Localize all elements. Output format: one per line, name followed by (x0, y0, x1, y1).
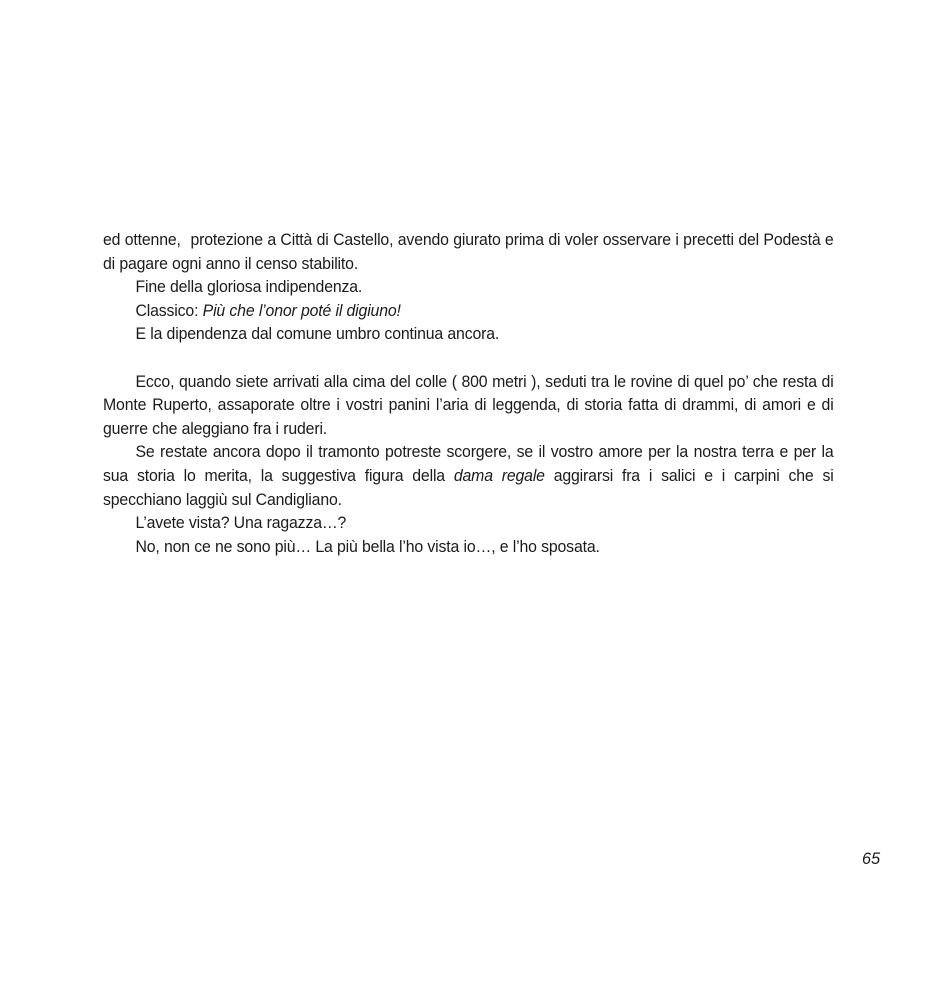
line-no-non-ce-ne-sono: No, non ce ne sono più… La più bella l’ho vista io…, e l’ho sposata. (135, 536, 600, 556)
classico-label: Classico: (135, 300, 203, 320)
se-restate-text-before-italic: Se restate ancora dopo il tramonto potreste scorgere, se il vostro amore per la nostra terra e per la sua storia lo merita, la suggestiva figura della (103, 442, 834, 485)
se-restate-text-after-italic: aggirarsi fra i salici e i carpini che si specchiano laggiù sul Candigliano. (103, 465, 834, 509)
paragraph-block-separator (103, 346, 834, 370)
paragraph-lead-text: ed ottenne, (103, 230, 181, 249)
line-avete-vista: L’avete vista? Una ragazza…? (135, 513, 347, 533)
extra-space (181, 230, 191, 249)
text-column (103, 228, 834, 558)
classico-quote-italic: Più che l’onor poté il digiuno! (202, 300, 401, 320)
line-dipendenza-comune-umbro: E la dipendenza dal comune umbro continua ancora. (135, 324, 500, 344)
paragraph-continued-from-previous-page (103, 228, 834, 275)
line-classico (103, 299, 834, 323)
paragraph-ecco-cima-del-colle: Ecco, quando siete arrivati alla cima del colle ( 800 metri ), seduti tra le rovine di quel po’ che resta di Monte Ruperto, assaporate oltre i vostri panini l’aria di leggenda, di storia fatta di drammi, di amori e di guerre che aleggiano fra i ruderi. (103, 371, 834, 438)
paragraph-continued-text: protezione a Città di Castello, avendo giurato prima di voler osservare i precetti del Podestà e di pagare ogni anno il censo stabilito. (103, 230, 834, 273)
paragraph-se-restate-ancora (103, 440, 834, 511)
page-number: 65 (862, 850, 881, 868)
line-fine-indipendenza: Fine della gloriosa indipendenza. (135, 277, 363, 297)
dama-regale-italic: dama regale (453, 465, 545, 485)
